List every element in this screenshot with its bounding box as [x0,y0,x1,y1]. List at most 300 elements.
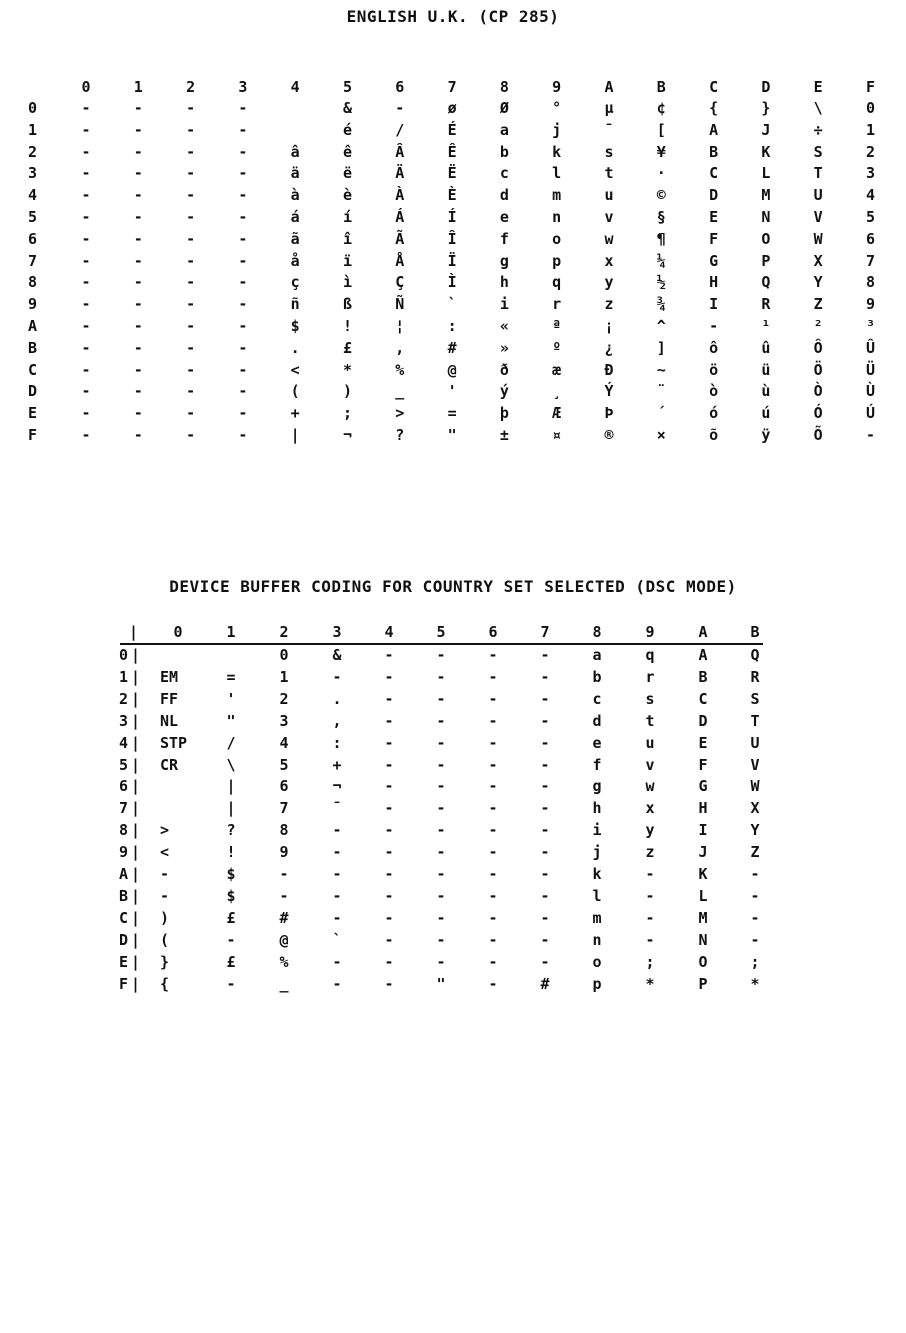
table1-cell: - [395,99,405,117]
table2-cell: 1 [279,667,289,686]
table1-cell: Í [447,208,457,226]
table1-cell: = [447,404,457,423]
table1-cell: Ð [604,360,614,379]
table2-cell: ' [226,689,236,708]
table2-cell: - [436,952,446,971]
table1-cell: þ [499,404,509,423]
table1-col-header: 0 [81,78,91,96]
table2-row-separator: | [131,930,141,949]
table2-cell: - [384,908,394,927]
table1-row-label: 9 [28,295,38,314]
table2-cell: - [488,930,498,949]
table2-cell: | [226,777,236,796]
table1-cell: - [238,99,248,117]
table1-cell: ; [342,404,353,423]
table2-cell: - [540,886,550,905]
table2-cell: Q [750,646,760,664]
table2-cell: - [384,886,394,905]
table1-cell: 3 [865,164,876,183]
table2-cell: - [279,886,289,905]
table2-cell: - [384,930,394,949]
table2-cell: £ [226,952,236,971]
table1-cell: : [447,317,457,335]
table1-cell: $ [290,317,300,335]
table1-cell: - [81,164,91,183]
table2-row-label: D [119,930,129,949]
table2-cell: - [332,886,342,905]
table1-cell: - [238,251,248,270]
table2-cell: A [698,646,708,664]
table1-cell: ¥ [656,142,666,161]
table1-row-label: 4 [28,186,38,205]
table1-cell: r [552,295,562,314]
table1-cell: % [395,360,405,379]
table1-cell: ® [604,426,614,444]
table1-cell: - [133,273,143,292]
table1-cell: > [395,404,405,423]
table1-cell: ç [290,273,300,292]
table2-cell: - [436,930,446,949]
table1-cell: µ [604,99,614,117]
table2-row-label: 5 [119,755,129,774]
table2-cell: ! [226,843,236,862]
table2-cell: m [592,908,602,927]
table2-cell: - [540,733,550,752]
table2-cell: K [698,865,708,883]
table1-cell: - [238,186,248,205]
table1-cell: - [238,164,248,183]
table2-cell: - [384,799,394,818]
table2-cell: . [332,689,342,708]
table1-cell: Ä [395,164,405,183]
table2-cell: # [540,974,550,993]
table1-cell: < [290,360,300,379]
table1-cell: æ [552,360,562,379]
table2-cell: W [750,777,760,796]
table2-cell: - [436,755,446,774]
table1-title: ENGLISH U.K. (CP 285) [346,7,560,26]
table2-control-code: STP [160,733,188,752]
table2-row-label: 0 [119,646,129,664]
table2-row-separator: | [131,865,141,883]
table2-cell: - [226,974,236,993]
table1-cell: 7 [865,251,876,270]
table1-cell: , [395,338,405,357]
table1-cell: ½ [656,273,666,292]
table1-cell: ¯ [604,120,614,139]
table2-row-separator: | [131,646,141,664]
table2-control-code: } [160,952,170,971]
table1-cell: ´ [656,404,666,423]
table2-col-header: 5 [436,623,446,641]
table2-cell: - [384,733,394,752]
table1-cell: a [499,120,509,139]
table2-cell: D [698,711,708,730]
table2-cell: s [645,689,655,708]
table2-row-label: 2 [119,689,129,708]
table1-cell: u [604,186,614,205]
table1-col-header: 3 [238,78,248,96]
table2-cell: - [750,865,760,883]
table2-cell: - [488,843,498,862]
table1-cell: i [499,295,509,314]
table2-control-code: ( [160,930,170,949]
table1-cell: - [238,120,248,139]
table1-cell: î [342,229,353,248]
table2-cell: - [384,777,394,796]
table2-cell: - [488,821,498,840]
table1-cell: m [552,186,562,205]
table1-cell: Å [395,251,405,270]
table1-cell: Ø [499,99,509,117]
table1-row-label: D [28,382,38,401]
table2-row-label: E [119,952,129,971]
table2-control-code: { [160,974,170,993]
table1-cell: l [552,164,562,183]
table1-cell: ¹ [761,317,771,335]
table1-cell: b [499,142,509,161]
table1-cell: - [81,360,91,379]
table2-cell: H [698,799,708,818]
table1-cell: - [238,208,248,226]
table2-col-header: 9 [645,623,655,641]
table1-cell: 6 [865,229,876,248]
table1-cell: Ù [865,382,876,401]
table1-cell: ' [447,382,457,401]
table2-row-label: 6 [119,777,129,796]
table2-cell: - [384,646,394,664]
table2-cell: % [279,952,289,971]
table2-row-separator: | [131,711,141,730]
table1-cell: - [238,404,248,423]
table1-cell: J [761,120,771,139]
table1-cell: v [604,208,614,226]
table1-cell: Ò [813,382,823,401]
table1-cell: P [761,251,771,270]
table2-cell: # [279,908,289,927]
table1-cell: - [133,142,143,161]
table2-row-label: 8 [119,821,129,840]
table1-cell: S [813,142,823,161]
table1-cell: y [604,273,614,292]
table2-row-label: F [119,974,129,993]
table1-cell: - [81,338,91,357]
table2-cell: B [698,667,708,686]
table1-cell: - [186,404,196,423]
table2-cell: - [436,711,446,730]
table1-cell: z [604,295,614,314]
table2-cell: - [540,689,550,708]
table1-cell: - [186,251,196,270]
table1-cell: - [133,164,143,183]
table1-cell: Ü [865,360,876,379]
table1-cell: - [133,360,143,379]
table1-col-header: 8 [499,78,509,96]
table2-header-underline [120,643,763,645]
table1-cell: Â [395,142,405,161]
table2-row-label: B [119,886,129,905]
table1-cell: - [186,426,196,444]
table2-cell: - [436,843,446,862]
table1-row-label: E [28,404,38,423]
table2-cell: U [750,733,760,752]
table2-cell: - [436,733,446,752]
table2-cell: 6 [279,777,289,796]
table2-cell: - [384,952,394,971]
table2-cell: M [698,908,708,927]
table2-cell: - [384,667,394,686]
table2-cell: I [698,821,708,840]
table1-cell: Õ [813,426,823,444]
table2-row-separator: | [131,843,141,862]
table1-cell: 2 [865,142,876,161]
table1-row-label: A [28,317,38,335]
table1-cell: « [499,317,509,335]
table2-cell: - [750,908,760,927]
table2-cell: - [488,799,498,818]
table2-col-header: 4 [384,623,394,641]
table2-row-label: 1 [119,667,129,686]
table1-col-header: 9 [552,78,562,96]
table1-cell: Z [813,295,823,314]
table2-cell: - [384,821,394,840]
table2-cell: - [436,908,446,927]
table1-cell: - [238,426,248,444]
table2-cell: - [488,908,498,927]
table1-col-header: 4 [290,78,300,96]
table1-cell: Ö [813,360,823,379]
table1-cell: - [81,426,91,444]
table1-cell: - [81,186,91,205]
table1-cell: - [133,229,143,248]
table2-cell: - [750,930,760,949]
table1-cell: á [290,208,300,226]
table1-row-label: F [28,426,38,444]
table1-cell: f [499,229,509,248]
table1-cell: » [499,338,509,357]
table1-cell: L [761,164,771,183]
table1-cell: - [133,338,143,357]
table2-cell: 3 [279,711,289,730]
table2-cell: b [592,667,602,686]
table1-cell: 4 [865,186,876,205]
table1-cell: [ [656,120,666,139]
table1-col-header: A [604,78,614,96]
table1-cell: - [186,273,196,292]
table2-cell: - [436,667,446,686]
table2-row-label: C [119,908,129,927]
table1-cell: È [447,186,457,205]
table1-row-label: 8 [28,273,38,292]
table1-cell: - [186,229,196,248]
table2-cell: f [592,755,602,774]
table1-cell: ¿ [604,338,614,357]
table2-cell: k [592,865,602,883]
table2-col-header: 0 [173,623,183,641]
table2-cell: - [540,865,550,883]
table1-cell: / [395,120,405,139]
table1-cell: ð [499,360,509,379]
table1-cell: O [761,229,771,248]
table2-header-separator: | [129,623,139,641]
table2-control-code: - [160,865,170,883]
table1-cell: - [133,251,143,270]
table1-cell: F [709,229,719,248]
table2-cell: l [592,886,602,905]
table2-cell: £ [226,908,236,927]
table2-cell: - [332,974,342,993]
table2-cell: - [436,646,446,664]
table2-control-code: > [160,821,170,840]
table1-cell: Û [865,338,876,357]
table2-cell: - [540,930,550,949]
table2-cell: i [592,821,602,840]
table2-cell: - [540,755,550,774]
table2-cell: ¯ [332,799,342,818]
table2-row-separator: | [131,974,141,993]
table1-cell: ê [342,142,353,161]
table1-row-label: 2 [28,142,38,161]
table2-cell: - [540,777,550,796]
table2-control-code: FF [160,689,179,708]
table2-cell: $ [226,865,236,883]
table2-cell: c [592,689,602,708]
table2-cell: " [436,974,446,993]
table1-cell: Ó [813,404,823,423]
table1-cell: â [290,142,300,161]
table2-cell: 7 [279,799,289,818]
table2-row-separator: | [131,755,141,774]
table1-cell: - [186,208,196,226]
table1-cell: Ú [865,404,876,423]
table2-row-separator: | [131,689,141,708]
table2-cell: - [332,865,342,883]
table1-cell: - [81,295,91,314]
table1-cell: _ [395,382,405,401]
table2-cell: 5 [279,755,289,774]
table1-cell: ¾ [656,295,666,314]
table2-cell: " [226,711,236,730]
table2-control-code: CR [160,755,179,774]
table2-cell: z [645,843,655,862]
table2-cell: - [332,952,342,971]
table2-cell: - [488,667,498,686]
table1-col-header: 5 [342,78,353,96]
table1-cell: × [656,426,666,444]
table2-cell: - [540,843,550,862]
table1-cell: + [290,404,300,423]
table1-cell: - [133,317,143,335]
table1-cell: - [81,142,91,161]
table1-col-header: D [761,78,771,96]
table1-row-label: 7 [28,251,38,270]
table2-cell: - [436,865,446,883]
table1-cell: Ê [447,142,457,161]
table2-cell: o [592,952,602,971]
table1-row-label: 1 [28,120,38,139]
table1-cell: ¨ [656,382,666,401]
table1-cell: - [238,382,248,401]
table1-cell: ÷ [813,120,823,139]
table2-cell: w [645,777,655,796]
table1-cell: ~ [656,360,666,379]
table2-cell: O [698,952,708,971]
table1-cell: ] [656,338,666,357]
table1-cell: - [133,382,143,401]
table1-cell: ñ [290,295,300,314]
table1-cell: - [238,273,248,292]
table2-cell: - [436,821,446,840]
table1-cell: C [709,164,719,183]
table1-cell: ) [342,382,353,401]
table2-col-header: B [750,623,760,641]
table2-cell: S [750,689,760,708]
table2-cell: - [488,777,498,796]
table1-cell: à [290,186,300,205]
table1-cell: W [813,229,823,248]
table2-cell: Z [750,843,760,862]
table1-cell: h [499,273,509,292]
table1-cell: Ë [447,164,457,183]
table2-cell: _ [279,974,289,993]
table1-cell: - [81,208,91,226]
table1-cell: - [238,142,248,161]
table1-cell: | [290,426,300,444]
table1-cell: { [709,99,719,117]
table1-cell: § [656,208,666,226]
table1-cell: é [342,120,353,139]
table1-cell: è [342,186,353,205]
table1-cell: * [342,360,353,379]
table1-row-label: 5 [28,208,38,226]
table2-cell: ; [750,952,760,971]
table2-cell: u [645,733,655,752]
table1-row-label: C [28,360,38,379]
table2-cell: - [540,908,550,927]
table1-cell: É [447,120,457,139]
table2-cell: - [332,843,342,862]
table1-cell: - [133,120,143,139]
table1-cell: K [761,142,771,161]
table1-cell: Î [447,229,457,248]
table1-row-label: 0 [28,99,38,117]
table1-cell: " [447,426,457,444]
table1-cell: Ï [447,251,457,270]
table1-cell: - [81,273,91,292]
table2-cell: - [384,711,394,730]
table1-cell: å [290,251,300,270]
table1-row-label: 6 [28,229,38,248]
table2-row-separator: | [131,777,141,796]
table2-row-separator: | [131,667,141,686]
table1-cell: ö [709,360,719,379]
table2-cell: & [332,646,342,664]
table1-cell: e [499,208,509,226]
table1-cell: ¶ [656,229,666,248]
table1-cell: ¤ [552,426,562,444]
table1-row-label: B [28,338,38,357]
table2-cell: , [332,711,342,730]
table1-cell: - [186,360,196,379]
table2-cell: - [488,733,498,752]
table2-cell: \ [226,755,236,774]
table2-cell: - [384,755,394,774]
table1-cell: ó [709,404,719,423]
table1-cell: ë [342,164,353,183]
table2-cell: - [645,908,655,927]
table1-cell: c [499,164,509,183]
table2-cell: - [488,952,498,971]
